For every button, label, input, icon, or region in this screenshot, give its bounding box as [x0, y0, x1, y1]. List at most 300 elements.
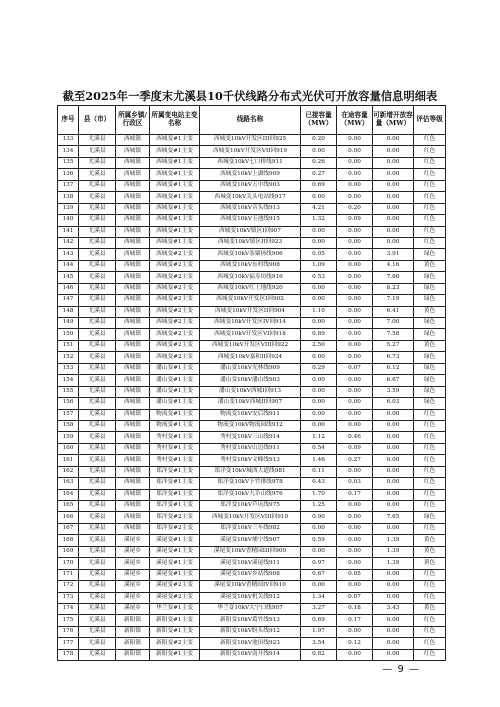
cell-index: 171 [58, 569, 79, 580]
cell-index: 153 [58, 363, 79, 374]
cell-pending: 0.00 [337, 501, 373, 512]
cell-pending: 0.17 [337, 615, 373, 626]
cell-grade: 红色 [414, 237, 446, 248]
cell-connected: 1.97 [301, 626, 337, 637]
table-row [58, 443, 446, 454]
cell-county: 尤溪县 [79, 581, 116, 592]
cell-open: 0.00 [373, 180, 414, 191]
cell-grade: 红色 [414, 638, 446, 649]
header-line-name: 线路名称 [200, 106, 301, 135]
cell-connected: 0.00 [301, 523, 337, 534]
cell-index: 158 [58, 420, 79, 431]
cell-grade: 红色 [414, 135, 446, 146]
cell-line-name: 溪尾变10kV埔宁线907 [200, 535, 301, 546]
cell-line-name: 溪尾变10kV香精园IV回910 [200, 581, 301, 592]
cell-county: 尤溪县 [79, 169, 116, 180]
cell-index: 143 [58, 249, 79, 260]
cell-pending: 0.00 [337, 535, 373, 546]
cell-open: 6.41 [373, 306, 414, 317]
cell-town: 西城镇 [116, 157, 150, 168]
cell-line-name: 西城变10kV开发区VIII回910 [200, 512, 301, 523]
cell-index: 151 [58, 340, 79, 351]
cell-connected: 0.00 [301, 581, 337, 592]
cell-line-name: 西城变10kV红土地线920 [200, 283, 301, 294]
cell-pending: 0.00 [337, 352, 373, 363]
cell-index: 157 [58, 409, 79, 420]
cell-pending: 0.03 [337, 478, 373, 489]
cell-county: 尤溪县 [79, 432, 116, 443]
table-row [58, 638, 446, 649]
header-grade: 评估等级 [414, 106, 446, 135]
cell-grade: 红色 [414, 203, 446, 214]
cell-line-name: 秀村变10kV山边线911 [200, 443, 301, 454]
cell-county: 尤溪县 [79, 535, 116, 546]
cell-line-name: 新阳变10kV葛竹线913 [200, 615, 301, 626]
cell-index: 135 [58, 157, 79, 168]
cell-grade: 红色 [414, 420, 446, 431]
table-row [58, 569, 446, 580]
cell-open: 0.00 [373, 501, 414, 512]
cell-pending: 0.00 [337, 283, 373, 294]
cell-line-name: 华兰变10kV大宁口线907 [200, 603, 301, 614]
cell-town: 西城镇 [116, 295, 150, 306]
cell-index: 149 [58, 318, 79, 329]
table-row [58, 283, 446, 294]
cell-connected: 0.69 [301, 180, 337, 191]
cell-line-name: 西城变10kV开发区I回902 [200, 295, 301, 306]
cell-index: 155 [58, 386, 79, 397]
table-body [58, 135, 446, 661]
table-row [58, 352, 446, 363]
cell-connected: 0.00 [301, 226, 337, 237]
table-row [58, 203, 446, 214]
cell-grade: 红色 [414, 466, 446, 477]
cell-line-name: 西城变10kV开发区VIII回922 [200, 340, 301, 351]
cell-town: 溪尾乡 [116, 581, 150, 592]
cell-county: 尤溪县 [79, 215, 116, 226]
cell-substation: 西城变#1主变 [150, 146, 200, 157]
cell-open: 0.00 [373, 443, 414, 454]
cell-open: 0.00 [373, 135, 414, 146]
cell-pending: 0.00 [337, 523, 373, 534]
cell-town: 西城镇 [116, 420, 150, 431]
cell-substation: 西城变#2主变 [150, 352, 200, 363]
cell-grade: 红色 [414, 409, 446, 420]
cell-line-name: 西城变10kV镇区II回923 [200, 237, 301, 248]
header-substation: 所属变电站主变名称 [150, 106, 200, 135]
cell-county: 尤溪县 [79, 638, 116, 649]
cell-pending: 0.00 [337, 180, 373, 191]
cell-county: 尤溪县 [79, 318, 116, 329]
cell-grade: 红色 [414, 649, 446, 660]
cell-connected: 1.25 [301, 501, 337, 512]
cell-line-name: 物流变10kV安后线911 [200, 409, 301, 420]
cell-open: 0.00 [373, 638, 414, 649]
cell-grade: 黄色 [414, 306, 446, 317]
cell-grade: 红色 [414, 569, 446, 580]
cell-pending: 0.00 [337, 249, 373, 260]
cell-connected: 1.10 [301, 306, 337, 317]
cell-grade: 黄色 [414, 546, 446, 557]
cell-pending: 0.09 [337, 443, 373, 454]
cell-pending: 0.00 [337, 420, 373, 431]
cell-connected: 0.97 [301, 558, 337, 569]
cell-substation: 物流变#1主变 [150, 409, 200, 420]
cell-connected: 0.00 [301, 295, 337, 306]
cell-pending: 0.12 [337, 638, 373, 649]
cell-grade: 黄色 [414, 340, 446, 351]
cell-substation: 郑洋变#1主变 [150, 489, 200, 500]
cell-pending: 0.00 [337, 626, 373, 637]
cell-grade: 绿色 [414, 318, 446, 329]
cell-substation: 西城变#1主变 [150, 192, 200, 203]
cell-county: 尤溪县 [79, 466, 116, 477]
table-header-row [58, 106, 446, 135]
cell-pending: 0.07 [337, 592, 373, 603]
cell-open: 0.00 [373, 420, 414, 431]
cell-index: 174 [58, 603, 79, 614]
cell-connected: 0.00 [301, 409, 337, 420]
cell-pending: 0.20 [337, 203, 373, 214]
cell-index: 160 [58, 443, 79, 454]
cell-grade: 红色 [414, 169, 446, 180]
cell-county: 尤溪县 [79, 603, 116, 614]
cell-connected: 0.00 [301, 237, 337, 248]
table-row [58, 649, 446, 660]
cell-grade: 绿色 [414, 272, 446, 283]
table-row [58, 363, 446, 374]
cell-county: 尤溪县 [79, 192, 116, 203]
table-row [58, 512, 446, 523]
cell-grade: 黄色 [414, 535, 446, 546]
cell-open: 0.00 [373, 466, 414, 477]
cell-index: 163 [58, 478, 79, 489]
cell-county: 尤溪县 [79, 626, 116, 637]
cell-index: 147 [58, 295, 79, 306]
cell-connected: 0.89 [301, 329, 337, 340]
cell-pending: 0.00 [337, 558, 373, 569]
cell-connected: 0.67 [301, 569, 337, 580]
cell-town: 西城镇 [116, 455, 150, 466]
cell-open: 6.12 [373, 363, 414, 374]
cell-open: 5.27 [373, 340, 414, 351]
cell-open: 7.19 [373, 295, 414, 306]
cell-line-name: 郑洋变10kV芦坑线975 [200, 501, 301, 512]
cell-index: 150 [58, 329, 79, 340]
header-town: 所属乡镇/行政区 [116, 106, 150, 135]
table-row [58, 420, 446, 431]
cell-connected: 1.46 [301, 455, 337, 466]
cell-index: 165 [58, 501, 79, 512]
cell-open: 0.00 [373, 203, 414, 214]
cell-grade: 红色 [414, 432, 446, 443]
cell-county: 尤溪县 [79, 226, 116, 237]
cell-town: 西城镇 [116, 432, 150, 443]
cell-substation: 秀村变#1主变 [150, 443, 200, 454]
cell-connected: 4.21 [301, 203, 337, 214]
table-row [58, 169, 446, 180]
cell-grade: 红色 [414, 443, 446, 454]
cell-town: 西城镇 [116, 215, 150, 226]
cell-substation: 溪尾变#1主变 [150, 546, 200, 557]
cell-county: 尤溪县 [79, 398, 116, 409]
cell-pending: 0.00 [337, 169, 373, 180]
cell-index: 172 [58, 581, 79, 592]
cell-line-name: 溪尾变10kV香精园III回909 [200, 546, 301, 557]
table-title: 截至2025年一季度末尤溪县10千伏线路分布式光伏可开放容量信息明细表 [62, 89, 438, 103]
cell-county: 尤溪县 [79, 180, 116, 191]
cell-county: 尤溪县 [79, 283, 116, 294]
cell-connected: 0.90 [301, 512, 337, 523]
table-row [58, 546, 446, 557]
cell-open: 0.00 [373, 169, 414, 180]
cell-town: 西城镇 [116, 260, 150, 271]
cell-pending: 0.00 [337, 237, 373, 248]
cell-county: 尤溪县 [79, 420, 116, 431]
cell-line-name: 潘山变10kV光林线909 [200, 363, 301, 374]
cell-connected: 0.53 [301, 272, 337, 283]
cell-index: 146 [58, 283, 79, 294]
cell-pending: 0.18 [337, 603, 373, 614]
header-connected-capacity: 已接容量（MW） [301, 106, 337, 135]
cell-line-name: 溪尾变10kV乡站线908 [200, 569, 301, 580]
cell-substation: 溪尾变#2主变 [150, 592, 200, 603]
cell-open: 0.00 [373, 215, 414, 226]
cell-open: 0.00 [373, 581, 414, 592]
cell-substation: 溪尾变#1主变 [150, 569, 200, 580]
cell-pending: 0.00 [337, 135, 373, 146]
cell-substation: 溪尾变#1主变 [150, 535, 200, 546]
cell-index: 144 [58, 260, 79, 271]
cell-line-name: 西城变10kV开发区III回925 [200, 135, 301, 146]
cell-substation: 西城变#2主变 [150, 272, 200, 283]
cell-town: 西城镇 [116, 169, 150, 180]
cell-town: 西城镇 [116, 146, 150, 157]
cell-county: 尤溪县 [79, 489, 116, 500]
page-number: — 9 — [382, 664, 420, 675]
cell-index: 166 [58, 512, 79, 523]
cell-pending: 0.00 [337, 318, 373, 329]
cell-pending: 0.00 [337, 649, 373, 660]
cell-open: 3.59 [373, 386, 414, 397]
header-county: 县（市） [79, 106, 116, 135]
cell-county: 尤溪县 [79, 295, 116, 306]
cell-open: 1.39 [373, 558, 414, 569]
cell-substation: 西城变#1主变 [150, 135, 200, 146]
cell-town: 西城镇 [116, 272, 150, 283]
cell-connected: 0.43 [301, 478, 337, 489]
cell-connected: 0.00 [301, 375, 337, 386]
cell-grade: 绿色 [414, 375, 446, 386]
cell-county: 尤溪县 [79, 340, 116, 351]
cell-index: 133 [58, 135, 79, 146]
table-row [58, 135, 446, 146]
cell-line-name: 西城变10kV镇区I回907 [200, 226, 301, 237]
cell-line-name: 潘山变10kV西城I回913 [200, 386, 301, 397]
cell-substation: 郑洋变#2主变 [150, 523, 200, 534]
table-row [58, 489, 446, 500]
cell-substation: 溪尾变#1主变 [150, 558, 200, 569]
cell-connected: 0.00 [301, 146, 337, 157]
cell-connected: 0.69 [301, 615, 337, 626]
cell-county: 尤溪县 [79, 501, 116, 512]
table-row [58, 455, 446, 466]
cell-town: 西城镇 [116, 409, 150, 420]
cell-pending: 0.00 [337, 386, 373, 397]
cell-town: 西城镇 [116, 192, 150, 203]
cell-line-name: 西城变10kV关头电站线917 [200, 192, 301, 203]
cell-pending: 0.00 [337, 375, 373, 386]
cell-substation: 潘山变#1主变 [150, 398, 200, 409]
table-row [58, 237, 446, 248]
cell-town: 新阳镇 [116, 615, 150, 626]
cell-pending: 0.09 [337, 215, 373, 226]
table-row [58, 375, 446, 386]
cell-substation: 郑洋变#1主变 [150, 466, 200, 477]
cell-connected: 2.50 [301, 340, 337, 351]
cell-index: 141 [58, 226, 79, 237]
cell-pending: 0.07 [337, 363, 373, 374]
cell-index: 168 [58, 535, 79, 546]
cell-connected: 0.82 [301, 649, 337, 660]
cell-grade: 红色 [414, 592, 446, 603]
cell-substation: 西城变#1主变 [150, 180, 200, 191]
cell-grade: 绿色 [414, 386, 446, 397]
cell-connected: 0.00 [301, 546, 337, 557]
cell-substation: 西城变#2主变 [150, 249, 200, 260]
cell-open: 6.73 [373, 352, 414, 363]
cell-pending: 0.00 [337, 146, 373, 157]
cell-open: 4.16 [373, 260, 414, 271]
cell-connected: 1.70 [301, 489, 337, 500]
cell-open: 0.00 [373, 146, 414, 157]
cell-county: 尤溪县 [79, 249, 116, 260]
cell-open: 7.00 [373, 318, 414, 329]
header-pending-capacity: 在途容量（MW） [337, 106, 373, 135]
cell-substation: 潘山变#1主变 [150, 363, 200, 374]
cell-grade: 红色 [414, 615, 446, 626]
table-row [58, 146, 446, 157]
cell-line-name: 西城变10kV福寿坊线916 [200, 272, 301, 283]
cell-line-name: 西城变10kV玉池线915 [200, 215, 301, 226]
cell-grade: 红色 [414, 192, 446, 203]
cell-open: 8.23 [373, 283, 414, 294]
cell-connected: 0.27 [301, 169, 337, 180]
cell-index: 136 [58, 169, 79, 180]
cell-pending: 0.46 [337, 432, 373, 443]
cell-town: 西城镇 [116, 329, 150, 340]
cell-town: 西城镇 [116, 226, 150, 237]
cell-connected: 0.26 [301, 157, 337, 168]
cell-town: 溪尾乡 [116, 546, 150, 557]
cell-index: 178 [58, 649, 79, 660]
cell-open: 0.00 [373, 649, 414, 660]
cell-substation: 潘山变#1主变 [150, 375, 200, 386]
cell-connected: 0.59 [301, 535, 337, 546]
cell-town: 西城镇 [116, 352, 150, 363]
cell-town: 溪尾乡 [116, 569, 150, 580]
cell-pending: 0.00 [337, 581, 373, 592]
cell-open: 7.86 [373, 272, 414, 283]
cell-open: 0.00 [373, 615, 414, 626]
cell-pending: 0.00 [337, 306, 373, 317]
cell-connected: 1.12 [301, 432, 337, 443]
cell-line-name: 郑洋变10kV三车线982 [200, 523, 301, 534]
cell-pending: 0.00 [337, 546, 373, 557]
cell-county: 尤溪县 [79, 649, 116, 660]
cell-town: 西城镇 [116, 283, 150, 294]
cell-open: 0.00 [373, 432, 414, 443]
table-row [58, 478, 446, 489]
cell-town: 溪尾乡 [116, 535, 150, 546]
cell-town: 西城镇 [116, 249, 150, 260]
table-row [58, 592, 446, 603]
cell-connected: 0.00 [301, 192, 337, 203]
cell-index: 154 [58, 375, 79, 386]
cell-substation: 西城变#2主变 [150, 329, 200, 340]
cell-town: 西城镇 [116, 203, 150, 214]
cell-county: 尤溪县 [79, 546, 116, 557]
cell-open: 0.00 [373, 157, 414, 168]
cell-connected: 0.29 [301, 363, 337, 374]
cell-connected: 1.32 [301, 215, 337, 226]
cell-substation: 秀村变#1主变 [150, 455, 200, 466]
cell-index: 162 [58, 466, 79, 477]
table-row [58, 249, 446, 260]
cell-open: 7.58 [373, 329, 414, 340]
cell-pending: 0.05 [337, 569, 373, 580]
cell-grade: 黄色 [414, 603, 446, 614]
table-row [58, 226, 446, 237]
cell-substation: 西城变#2主变 [150, 283, 200, 294]
cell-index: 176 [58, 626, 79, 637]
cell-town: 溪尾乡 [116, 592, 150, 603]
cell-grade: 绿色 [414, 283, 446, 294]
table-row [58, 215, 446, 226]
cell-pending: 0.00 [337, 512, 373, 523]
cell-index: 148 [58, 306, 79, 317]
cell-index: 175 [58, 615, 79, 626]
cell-open: 0.00 [373, 626, 414, 637]
cell-town: 西城镇 [116, 135, 150, 146]
cell-line-name: 西城变10kV开发区II回904 [200, 306, 301, 317]
cell-pending: 0.27 [337, 455, 373, 466]
cell-substation: 西城变#1主变 [150, 203, 200, 214]
cell-open: 1.39 [373, 535, 414, 546]
cell-line-name: 新阳变10kV盼头线912 [200, 626, 301, 637]
cell-county: 尤溪县 [79, 135, 116, 146]
cell-connected: 0.00 [301, 352, 337, 363]
cell-county: 尤溪县 [79, 237, 116, 248]
cell-line-name: 新阳变10kV池田线923 [200, 638, 301, 649]
cell-county: 尤溪县 [79, 260, 116, 271]
cell-connected: 0.54 [301, 443, 337, 454]
cell-grade: 红色 [414, 226, 446, 237]
cell-town: 溪尾乡 [116, 603, 150, 614]
cell-index: 159 [58, 432, 79, 443]
table-row [58, 295, 446, 306]
cell-county: 尤溪县 [79, 615, 116, 626]
cell-grade: 黄色 [414, 558, 446, 569]
cell-grade: 黄色 [414, 260, 446, 271]
cell-connected: 0.00 [301, 318, 337, 329]
cell-town: 西城镇 [116, 363, 150, 374]
cell-town: 新阳镇 [116, 649, 150, 660]
cell-line-name: 西城变10kV嘉和II回924 [200, 352, 301, 363]
cell-line-name: 西城变10kV七口桥线911 [200, 157, 301, 168]
cell-open: 0.00 [373, 237, 414, 248]
cell-county: 尤溪县 [79, 409, 116, 420]
